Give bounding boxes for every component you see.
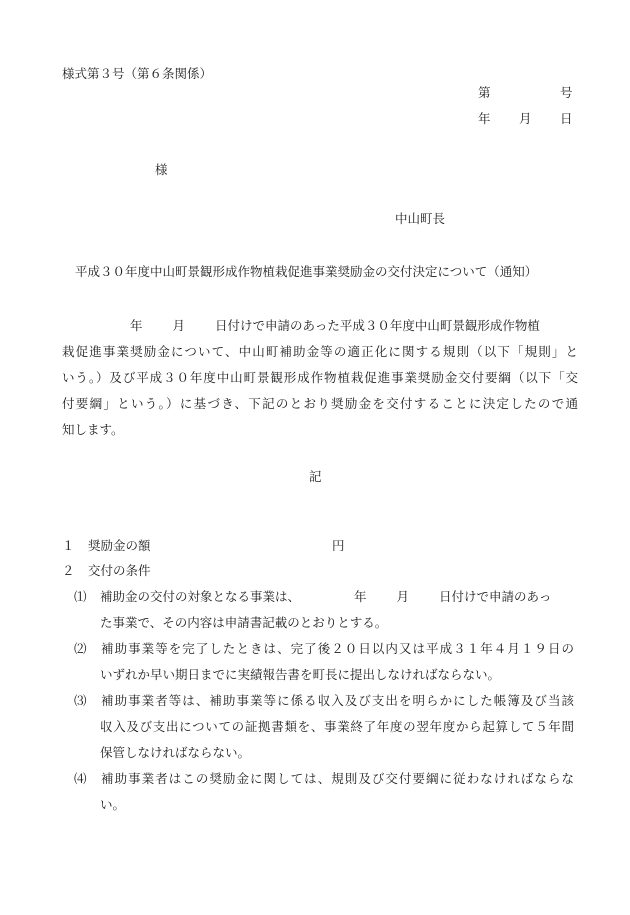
item1-num: １	[62, 538, 75, 553]
doc-number-suffix: 号	[560, 85, 573, 100]
sender: 中山町長	[395, 211, 446, 226]
ki-heading: 記	[309, 469, 322, 484]
item2-num: ２	[62, 563, 75, 578]
body-year: 年	[130, 318, 143, 333]
doc-number-prefix: 第	[478, 85, 491, 100]
body-line1: 日付けで申請のあった平成３０年度中山町景観形成作物植	[215, 318, 540, 333]
condition-1: ⑴ 補助金の交付の対象となる事業は、 年 月 日付けで申請のあっ	[74, 584, 574, 610]
conditions-list: ⑴ 補助金の交付の対象となる事業は、 年 月 日付けで申請のあっ た事業で、その内容は申請書記載のとおりとする。 ⑵ 補助事業等を完了したときは、完了後２０日以内又は平成３１年４月１９日の いずれか早い期日までに実績報告書を町長に提出しなければならない。 ⑶ 補助事業者等は、補助事業等に係る収入及び支出を明らかにした帳簿及び当該 収入及び支出についての証拠書類を、事業終了年度の翌年度から起算して５年間 保管しなければならない。 ⑷ 補助事業者はこの奨励金に関しては、規則及び交付要綱に従わなければならな い。	[74, 584, 574, 818]
body-line3: いう。）及び平成３０年度中山町景観形成作物植栽促進事業奨励金交付要綱（以下「交	[62, 370, 578, 385]
form-label: 様式第３号（第６条関係）	[62, 66, 213, 81]
condition-1-num: ⑴	[74, 589, 87, 604]
date-day: 日	[560, 111, 573, 126]
body-paragraph	[62, 313, 578, 443]
item1-unit: 円	[332, 538, 345, 553]
body-line5: 知します。	[62, 422, 124, 437]
condition-3: ⑶ 補助事業者等は、補助事業等に係る収入及び支出を明らかにした帳簿及び当該	[74, 688, 574, 714]
document-title: 平成３０年度中山町景観形成作物植栽促進事業奨励金の交付決定について（通知）	[75, 264, 538, 279]
item2-label: 交付の条件	[88, 563, 151, 578]
condition-4: ⑷ 補助事業者はこの奨励金に関しては、規則及び交付要綱に従わなければならな	[74, 766, 574, 792]
body-line2: 栽促進事業奨励金について、中山町補助金等の適正化に関する規則（以下「規則」と	[62, 344, 578, 359]
item1-label: 奨励金の額	[88, 538, 151, 553]
condition-3-num: ⑶	[74, 693, 87, 708]
addressee-suffix: 様	[155, 162, 168, 177]
date-month: 月	[519, 111, 532, 126]
condition-2-num: ⑵	[74, 641, 87, 656]
date-year: 年	[478, 111, 491, 126]
condition-2: ⑵ 補助事業等を完了したときは、完了後２０日以内又は平成３１年４月１９日の	[74, 636, 574, 662]
body-month: 月	[172, 318, 186, 333]
condition-4-num: ⑷	[74, 771, 87, 786]
body-line4: 付要綱」という。）に基づき、下記のとおり奨励金を交付することに決定したので通	[62, 396, 578, 411]
